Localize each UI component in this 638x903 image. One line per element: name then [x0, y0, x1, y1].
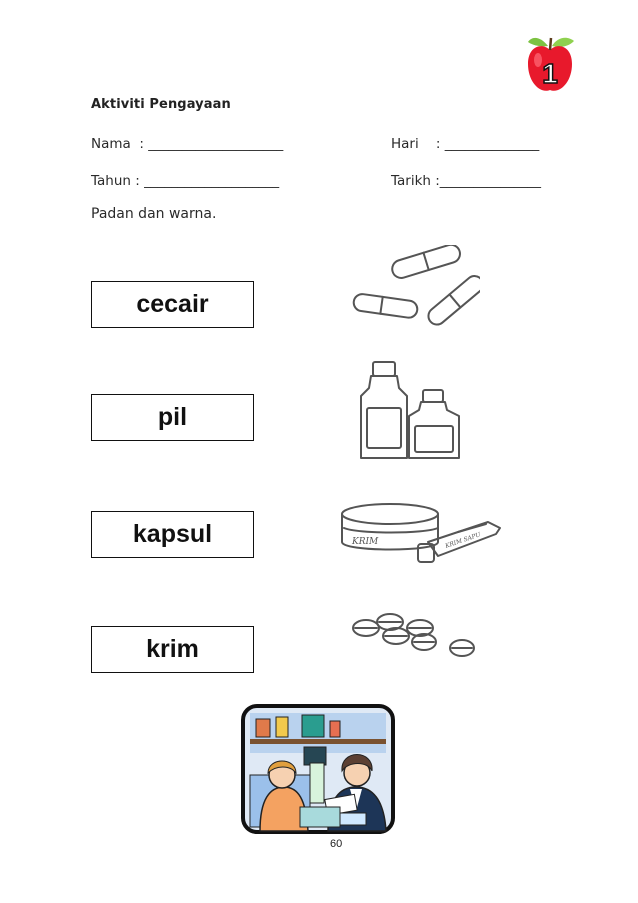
date-field: Tarikh :_______________ — [391, 173, 542, 189]
pharmacy-scene-picture — [240, 703, 396, 835]
word-box-pil: pil — [91, 394, 254, 441]
word-box-krim: krim — [91, 626, 254, 673]
cream-picture — [338, 498, 508, 573]
day-field: Hari : ______________ — [391, 136, 540, 152]
bottles-picture — [355, 360, 470, 465]
name-field: Nama : ____________________ — [91, 136, 284, 152]
badge-number: 1 — [542, 58, 558, 89]
cream-jar-label: KRIM — [352, 537, 379, 547]
capsules-picture — [345, 245, 480, 330]
year-field: Tahun : ____________________ — [91, 173, 280, 189]
word-box-cecair: cecair — [91, 281, 254, 328]
word-box-kapsul: kapsul — [91, 511, 254, 558]
page-number: 60 — [330, 838, 343, 850]
apple-number-badge — [522, 28, 578, 98]
pills-picture — [350, 608, 480, 663]
activity-title: Aktiviti Pengayaan — [91, 97, 231, 112]
cream-tube-label: KRIM SAPU — [444, 531, 482, 550]
instruction-text: Padan dan warna. — [91, 206, 217, 222]
